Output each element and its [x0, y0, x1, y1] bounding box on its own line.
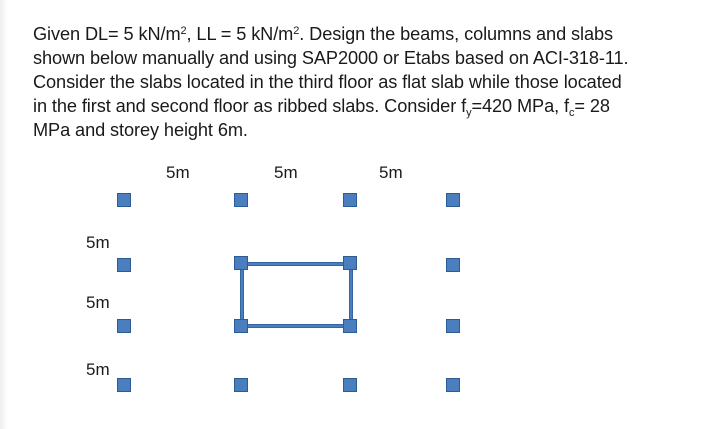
subscript: y	[466, 107, 472, 119]
problem-text: , LL = 5 kN/m	[186, 24, 294, 44]
column	[117, 319, 131, 333]
column	[117, 378, 131, 392]
column	[117, 193, 131, 207]
column	[446, 319, 460, 333]
column	[117, 258, 131, 272]
column	[446, 378, 460, 392]
span-label-top: 5m	[274, 163, 298, 182]
column	[234, 378, 248, 392]
subscript: c	[568, 107, 575, 119]
problem-line-1	[33, 22, 713, 46]
column	[343, 319, 357, 333]
column	[446, 258, 460, 272]
problem-text: =420 MPa, f	[471, 96, 569, 116]
page-edge-shadow	[0, 0, 8, 429]
column	[234, 256, 248, 270]
problem-line-2: shown below manually and using SAP2000 or Etabs based on ACI-318-11.	[33, 48, 629, 68]
problem-text: . Design the beams, columns and slabs	[299, 24, 614, 44]
span-label-top: 5m	[379, 163, 403, 182]
superscript: 2	[293, 25, 300, 37]
problem-line-4	[33, 94, 713, 118]
beam-top	[240, 262, 353, 266]
column	[343, 378, 357, 392]
problem-line-5: MPa and storey height 6m.	[33, 120, 248, 140]
column	[343, 256, 357, 270]
span-label-side: 5m	[86, 293, 110, 312]
span-label-side: 5m	[86, 233, 110, 252]
column	[234, 193, 248, 207]
problem-text: in the first and second floor as ribbed slabs. Consider f	[33, 96, 467, 116]
span-label-top: 5m	[166, 163, 190, 182]
problem-text: = 28	[574, 96, 610, 116]
problem-line-3: Consider the slabs located in the third floor as flat slab while those located	[33, 72, 622, 92]
column	[446, 193, 460, 207]
problem-statement	[33, 22, 713, 142]
beam-bottom	[240, 324, 353, 328]
problem-text: Given DL= 5 kN/m	[33, 24, 181, 44]
span-label-side: 5m	[86, 360, 110, 379]
column	[343, 193, 357, 207]
column	[234, 319, 248, 333]
superscript: 2	[180, 25, 187, 37]
